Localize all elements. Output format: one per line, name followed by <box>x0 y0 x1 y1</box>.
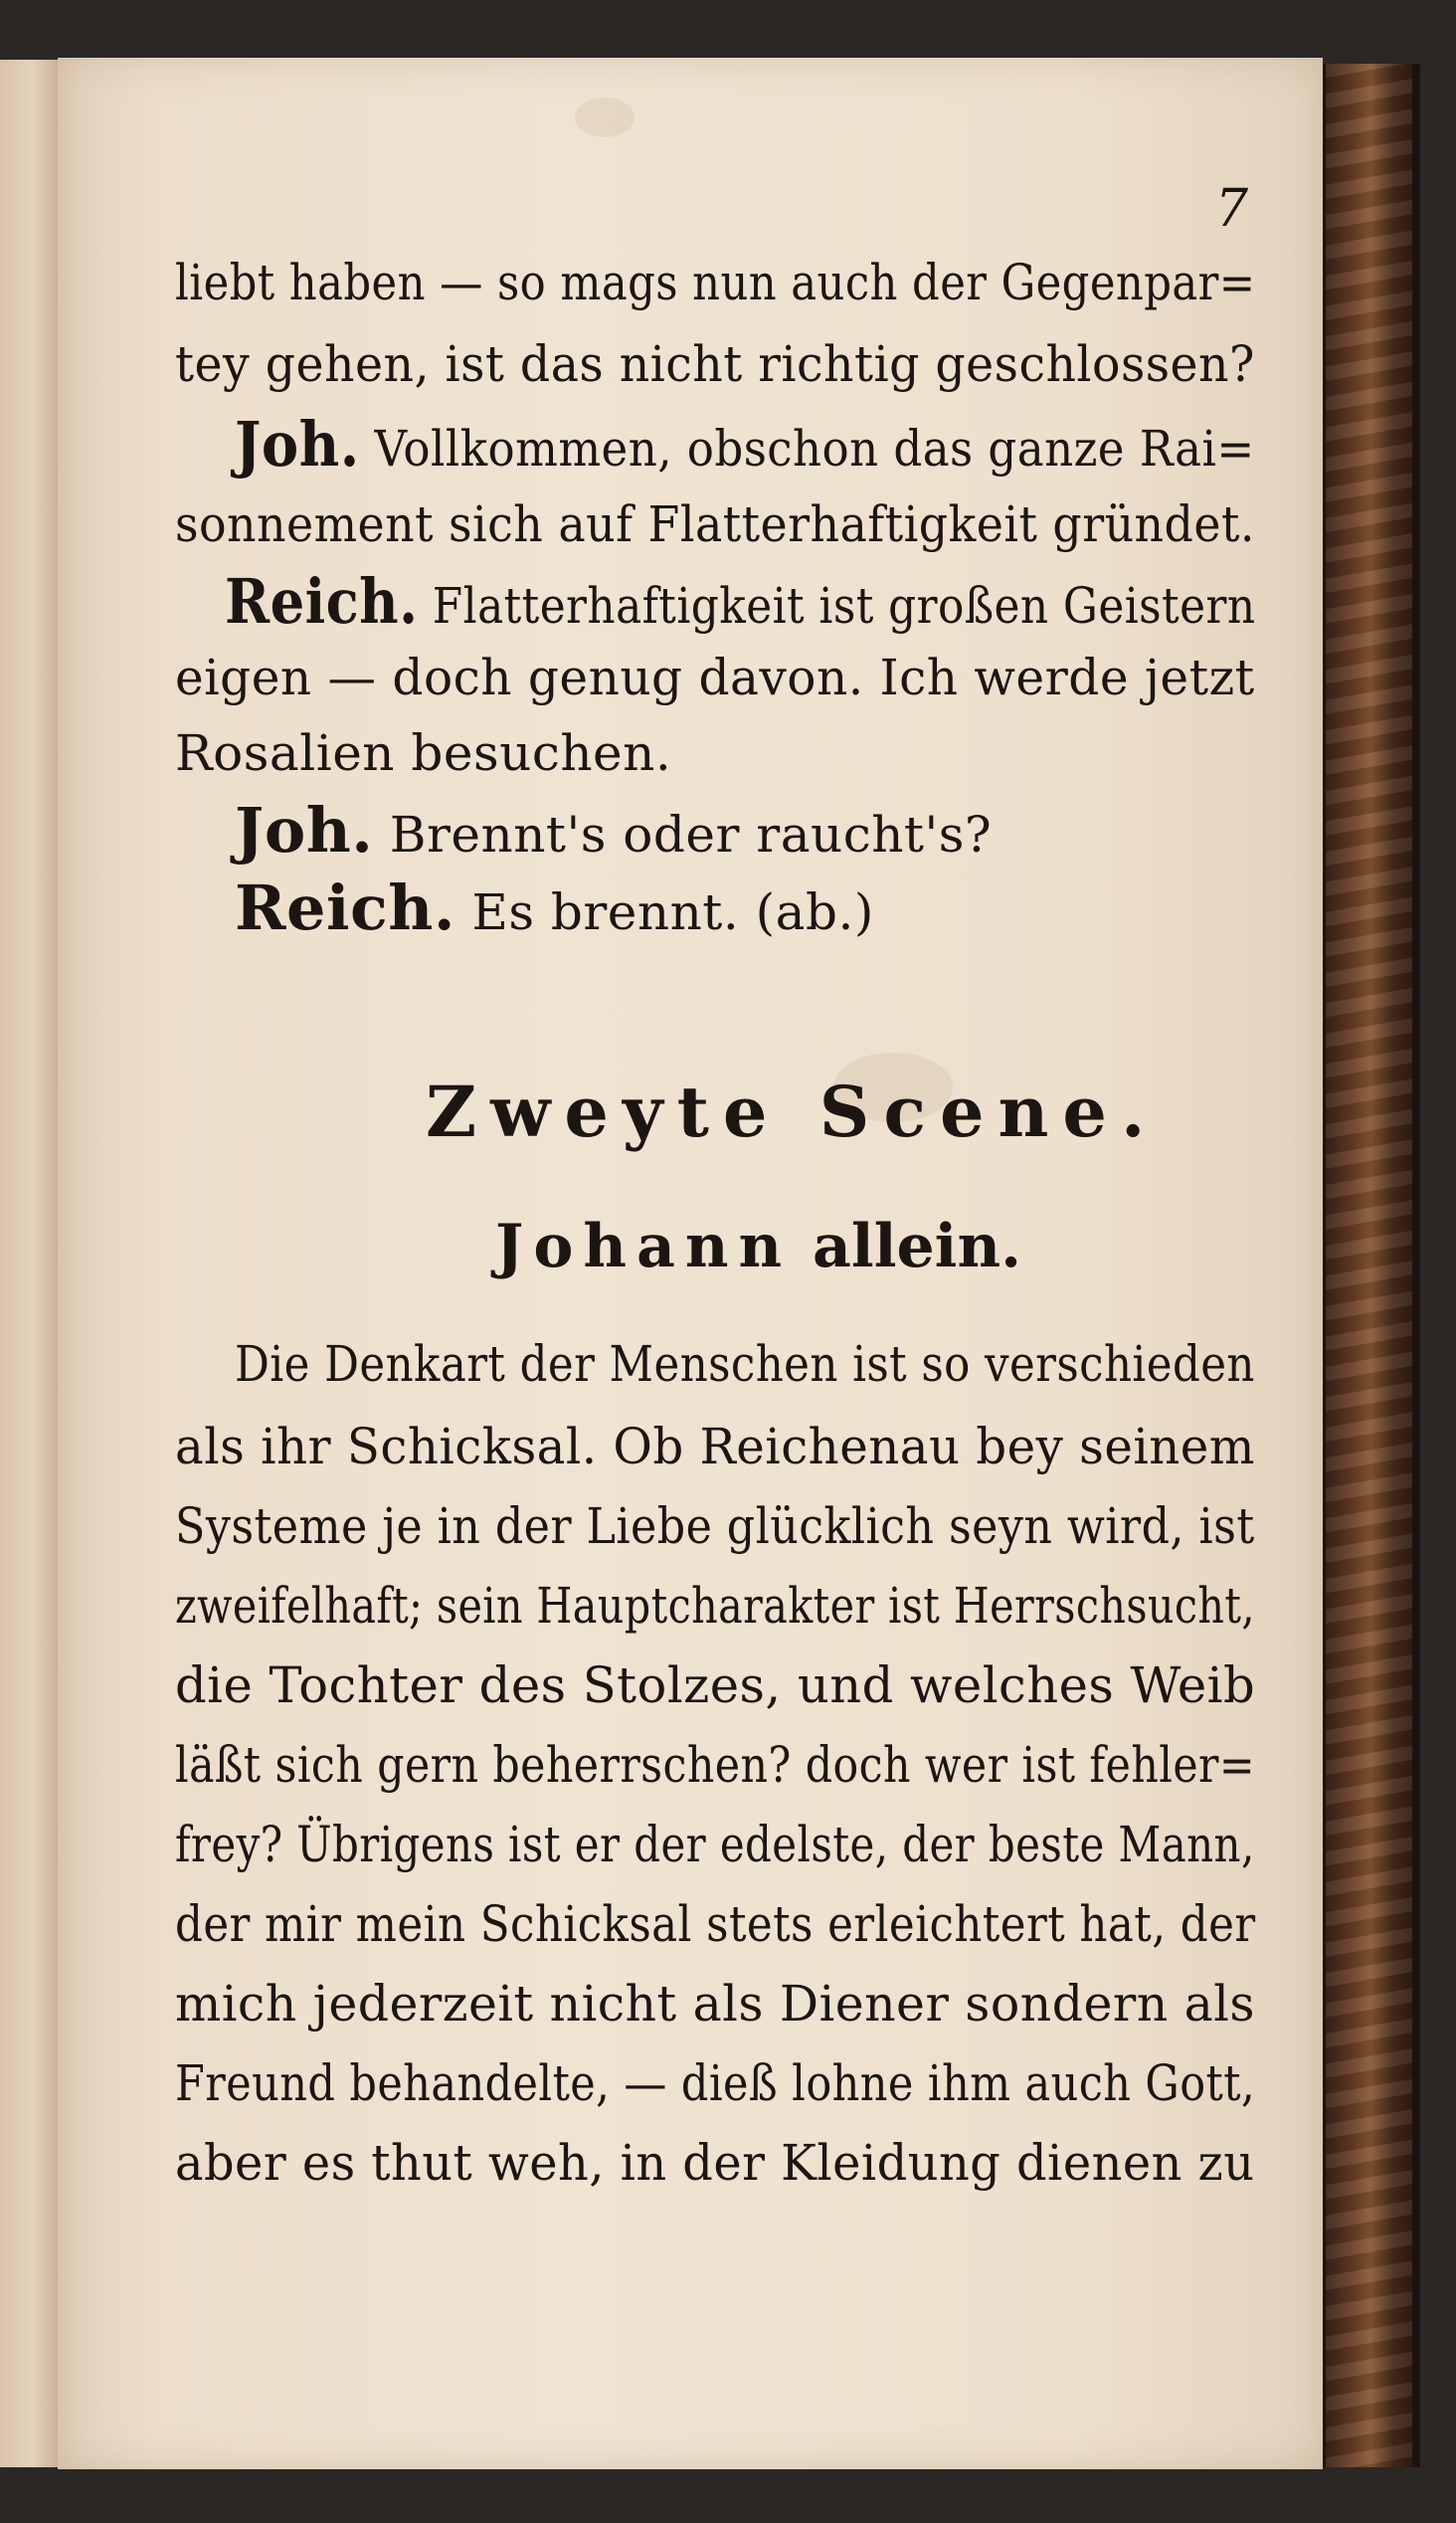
text-line: tey gehen, ist das nicht richtig geschlossen? <box>175 335 1255 393</box>
dialogue-text: Brennt's oder raucht's? <box>389 806 993 864</box>
text-line: läßt sich gern beherrschen? doch wer ist fehler= <box>175 1736 1256 1794</box>
text-line: Die Denkart der Menschen ist so verschieden <box>235 1335 1255 1393</box>
text-line: Systeme je in der Liebe glücklich seyn wird, ist <box>175 1497 1255 1555</box>
speaker-name: Reich. <box>225 565 419 638</box>
dialogue-line <box>225 565 1255 638</box>
text-line: Rosalien besuchen. <box>175 724 672 782</box>
text-line: zweifelhaft; sein Hauptcharakter ist Herrschsucht, <box>175 1577 1255 1635</box>
dialogue-text: Flatterhaftigkeit ist großen Geistern <box>432 577 1256 635</box>
dialogue-line <box>235 408 1255 481</box>
dialogue-line <box>235 872 874 944</box>
facing-page-edge <box>0 60 60 2467</box>
page-number: 7 <box>1215 179 1249 239</box>
speaker-name: Joh. <box>235 794 374 867</box>
speaker-name: Reich. <box>235 872 455 944</box>
scene-subheading <box>495 1212 1021 1281</box>
text-line: aber es thut weh, in der Kleidung dienen zu <box>175 2134 1255 2192</box>
scene-heading: Zweyte Scene. <box>426 1070 1160 1153</box>
dialogue-line <box>235 794 992 867</box>
text-line: mich jederzeit nicht als Diener sondern als <box>175 1975 1255 2033</box>
text-line: Freund behandelte, — dieß lohne ihm auch Gott, <box>175 2054 1256 2112</box>
text-line: sonnement sich auf Flatterhaftigkeit gründet. <box>175 495 1255 553</box>
dialogue-text: Es brennt. (ab.) <box>471 883 874 941</box>
dialogue-text: Vollkommen, obschon das ganze Rai= <box>374 420 1255 478</box>
speaker-name: Joh. <box>235 408 360 481</box>
text-line: liebt haben — so mags nun auch der Gegenpar= <box>175 254 1256 311</box>
text-line: als ihr Schicksal. Ob Reichenau bey seinem <box>175 1418 1255 1475</box>
paper-stain <box>575 97 635 137</box>
character-name: Johann <box>495 1212 793 1281</box>
cover-edge <box>1412 64 1420 2467</box>
stage-direction: allein. <box>813 1212 1021 1281</box>
text-line: eigen — doch genug davon. Ich werde jetzt <box>175 649 1255 706</box>
text-line: der mir mein Schicksal stets erleichtert hat, der <box>175 1895 1256 1953</box>
marbled-cover <box>1323 64 1415 2467</box>
text-line: die Tochter des Stolzes, und welches Weib <box>175 1656 1256 1714</box>
text-line: frey? Übrigens ist er der edelste, der beste Mann, <box>175 1816 1255 1873</box>
